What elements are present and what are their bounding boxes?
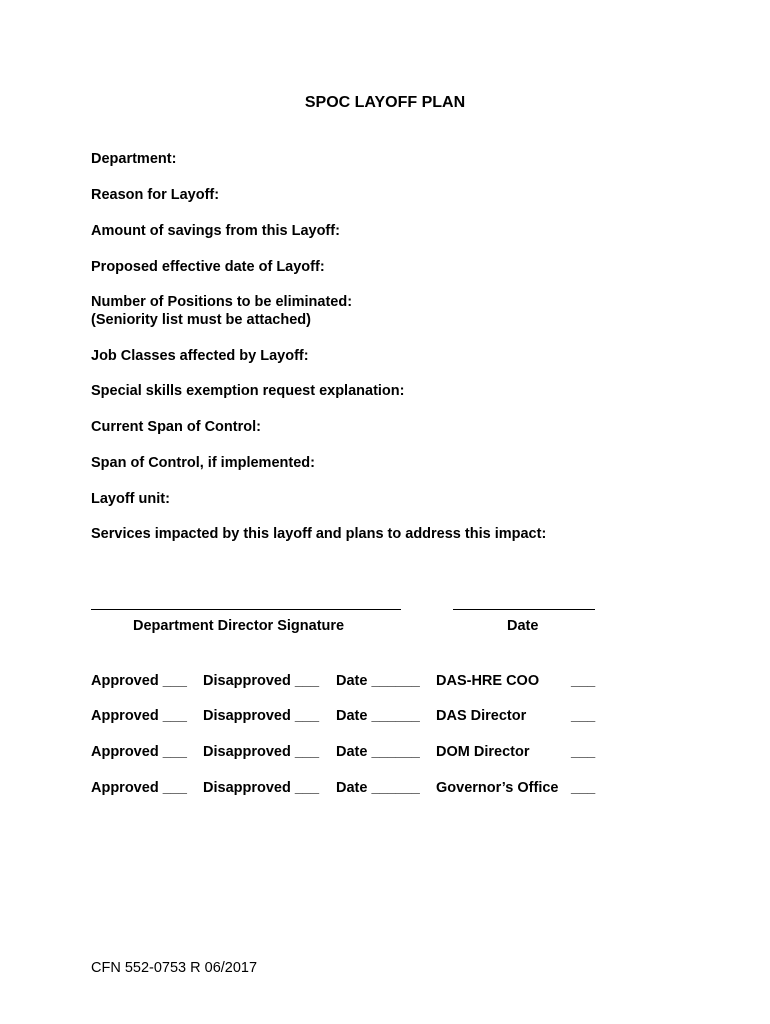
date-field: Date ______ — [336, 708, 420, 724]
director-signature-line — [91, 609, 401, 610]
authority-label: DAS Director — [436, 708, 527, 724]
authority-blank: ___ — [571, 708, 596, 724]
field-span-if-implemented: Span of Control, if implemented: — [91, 455, 315, 471]
approval-row — [91, 780, 611, 800]
authority-label: Governor’s Office — [436, 780, 559, 796]
approval-row — [91, 708, 611, 728]
field-positions-eliminated: Number of Positions to be eliminated: — [91, 294, 353, 310]
signature-date-label: Date — [507, 618, 539, 634]
authority-label: DOM Director — [436, 744, 530, 760]
field-seniority-note: (Seniority list must be attached) — [91, 312, 311, 328]
approval-row — [91, 744, 611, 764]
approval-row — [91, 673, 611, 693]
field-job-classes: Job Classes affected by Layoff: — [91, 348, 309, 364]
disapproved-field: Disapproved ___ — [203, 708, 320, 724]
field-current-span: Current Span of Control: — [91, 419, 261, 435]
page-title: SPOC LAYOFF PLAN — [304, 94, 466, 111]
date-field: Date ______ — [336, 673, 420, 689]
authority-blank: ___ — [571, 780, 596, 796]
approved-field: Approved ___ — [91, 708, 187, 724]
field-effective-date: Proposed effective date of Layoff: — [91, 259, 325, 275]
field-layoff-unit: Layoff unit: — [91, 491, 170, 507]
field-department: Department: — [91, 151, 177, 167]
authority-label: DAS-HRE COO — [436, 673, 540, 689]
disapproved-field: Disapproved ___ — [203, 780, 320, 796]
approved-field: Approved ___ — [91, 744, 187, 760]
field-amount-of-savings: Amount of savings from this Layoff: — [91, 223, 340, 239]
form-number-footer: CFN 552-0753 R 06/2017 — [91, 960, 258, 976]
field-services-impacted: Services impacted by this layoff and plans to address this impact: — [91, 526, 547, 542]
approved-field: Approved ___ — [91, 780, 187, 796]
authority-blank: ___ — [571, 673, 596, 689]
disapproved-field: Disapproved ___ — [203, 744, 320, 760]
date-field: Date ______ — [336, 744, 420, 760]
disapproved-field: Disapproved ___ — [203, 673, 320, 689]
approved-field: Approved ___ — [91, 673, 187, 689]
authority-blank: ___ — [571, 744, 596, 760]
date-signature-line — [453, 609, 595, 610]
field-special-skills: Special skills exemption request explanation: — [91, 383, 405, 399]
date-field: Date ______ — [336, 780, 420, 796]
field-reason-for-layoff: Reason for Layoff: — [91, 187, 220, 203]
director-signature-label: Department Director Signature — [133, 618, 345, 634]
